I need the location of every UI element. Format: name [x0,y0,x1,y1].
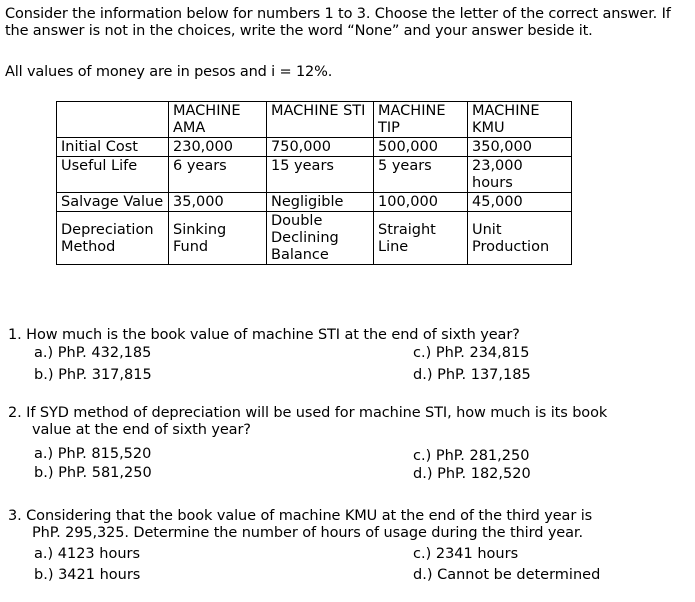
table-header-cell: MACHINE KMU [468,102,572,138]
table-cell: 15 years [267,157,374,193]
table-header-cell: MACHINE STI [267,102,374,138]
question-stem-continued: value at the end of sixth year? [32,422,251,438]
table-cell: 100,000 [374,193,468,212]
choice-a: a.) 4123 hours [34,546,141,562]
money-note: All values of money are in pesos and i = 12%. [5,64,333,80]
question-1 [8,327,520,344]
table-cell: 750,000 [267,138,374,157]
table-corner-cell [57,102,169,138]
row-label: Initial Cost [57,138,169,157]
instructions-line-1: Consider the information below for numbers 1 to 3. Choose the letter of the correct answer. If [5,6,671,22]
question-stem: 1. How much is the book value of machine STI at the end of sixth year? [8,327,520,343]
row-label: Useful Life [57,157,169,193]
choice-d: d.) PhP. 137,185 [413,367,531,383]
table-row [57,193,572,212]
choice-b: b.) PhP. 581,250 [34,465,152,481]
instructions [5,6,693,40]
choice-d: d.) Cannot be determined [413,567,601,583]
question-stem-continued: PhP. 295,325. Determine the number of hours of usage during the third year. [32,525,583,541]
choice-c: c.) PhP. 234,815 [413,345,530,361]
question-3 [8,508,592,542]
table-header-row [57,102,572,138]
table-cell: 6 years [169,157,267,193]
table-row [57,157,572,193]
row-label: Depreciation Method [57,212,169,265]
choice-b: b.) PhP. 317,815 [34,367,152,383]
table-row [57,138,572,157]
choice-a: a.) PhP. 815,520 [34,446,152,462]
table-header-cell: MACHINE AMA [169,102,267,138]
question-2 [8,405,607,439]
table-row [57,212,572,265]
choice-a: a.) PhP. 432,185 [34,345,152,361]
machine-table [56,101,572,265]
choice-d: d.) PhP. 182,520 [413,466,531,482]
table-cell: 230,000 [169,138,267,157]
table-cell: Negligible [267,193,374,212]
choice-b: b.) 3421 hours [34,567,141,583]
table-cell: 500,000 [374,138,468,157]
row-label: Salvage Value [57,193,169,212]
table-cell: 5 years [374,157,468,193]
table-cell: 350,000 [468,138,572,157]
table-cell: 35,000 [169,193,267,212]
table-cell: 45,000 [468,193,572,212]
question-stem: 3. Considering that the book value of machine KMU at the end of the third year is [8,508,593,524]
question-stem: 2. If SYD method of depreciation will be used for machine STI, how much is its book [8,405,608,421]
table-header-cell: MACHINE TIP [374,102,468,138]
table-cell: Unit Production [468,212,572,265]
choice-c: c.) 2341 hours [413,546,519,562]
table-cell: Sinking Fund [169,212,267,265]
choice-c: c.) PhP. 281,250 [413,448,530,464]
table-cell: Double Declining Balance [267,212,374,265]
table-cell: 23,000 hours [468,157,572,193]
instructions-line-2: the answer is not in the choices, write the word “None” and your answer beside it. [5,23,593,39]
table-cell: Straight Line [374,212,468,265]
